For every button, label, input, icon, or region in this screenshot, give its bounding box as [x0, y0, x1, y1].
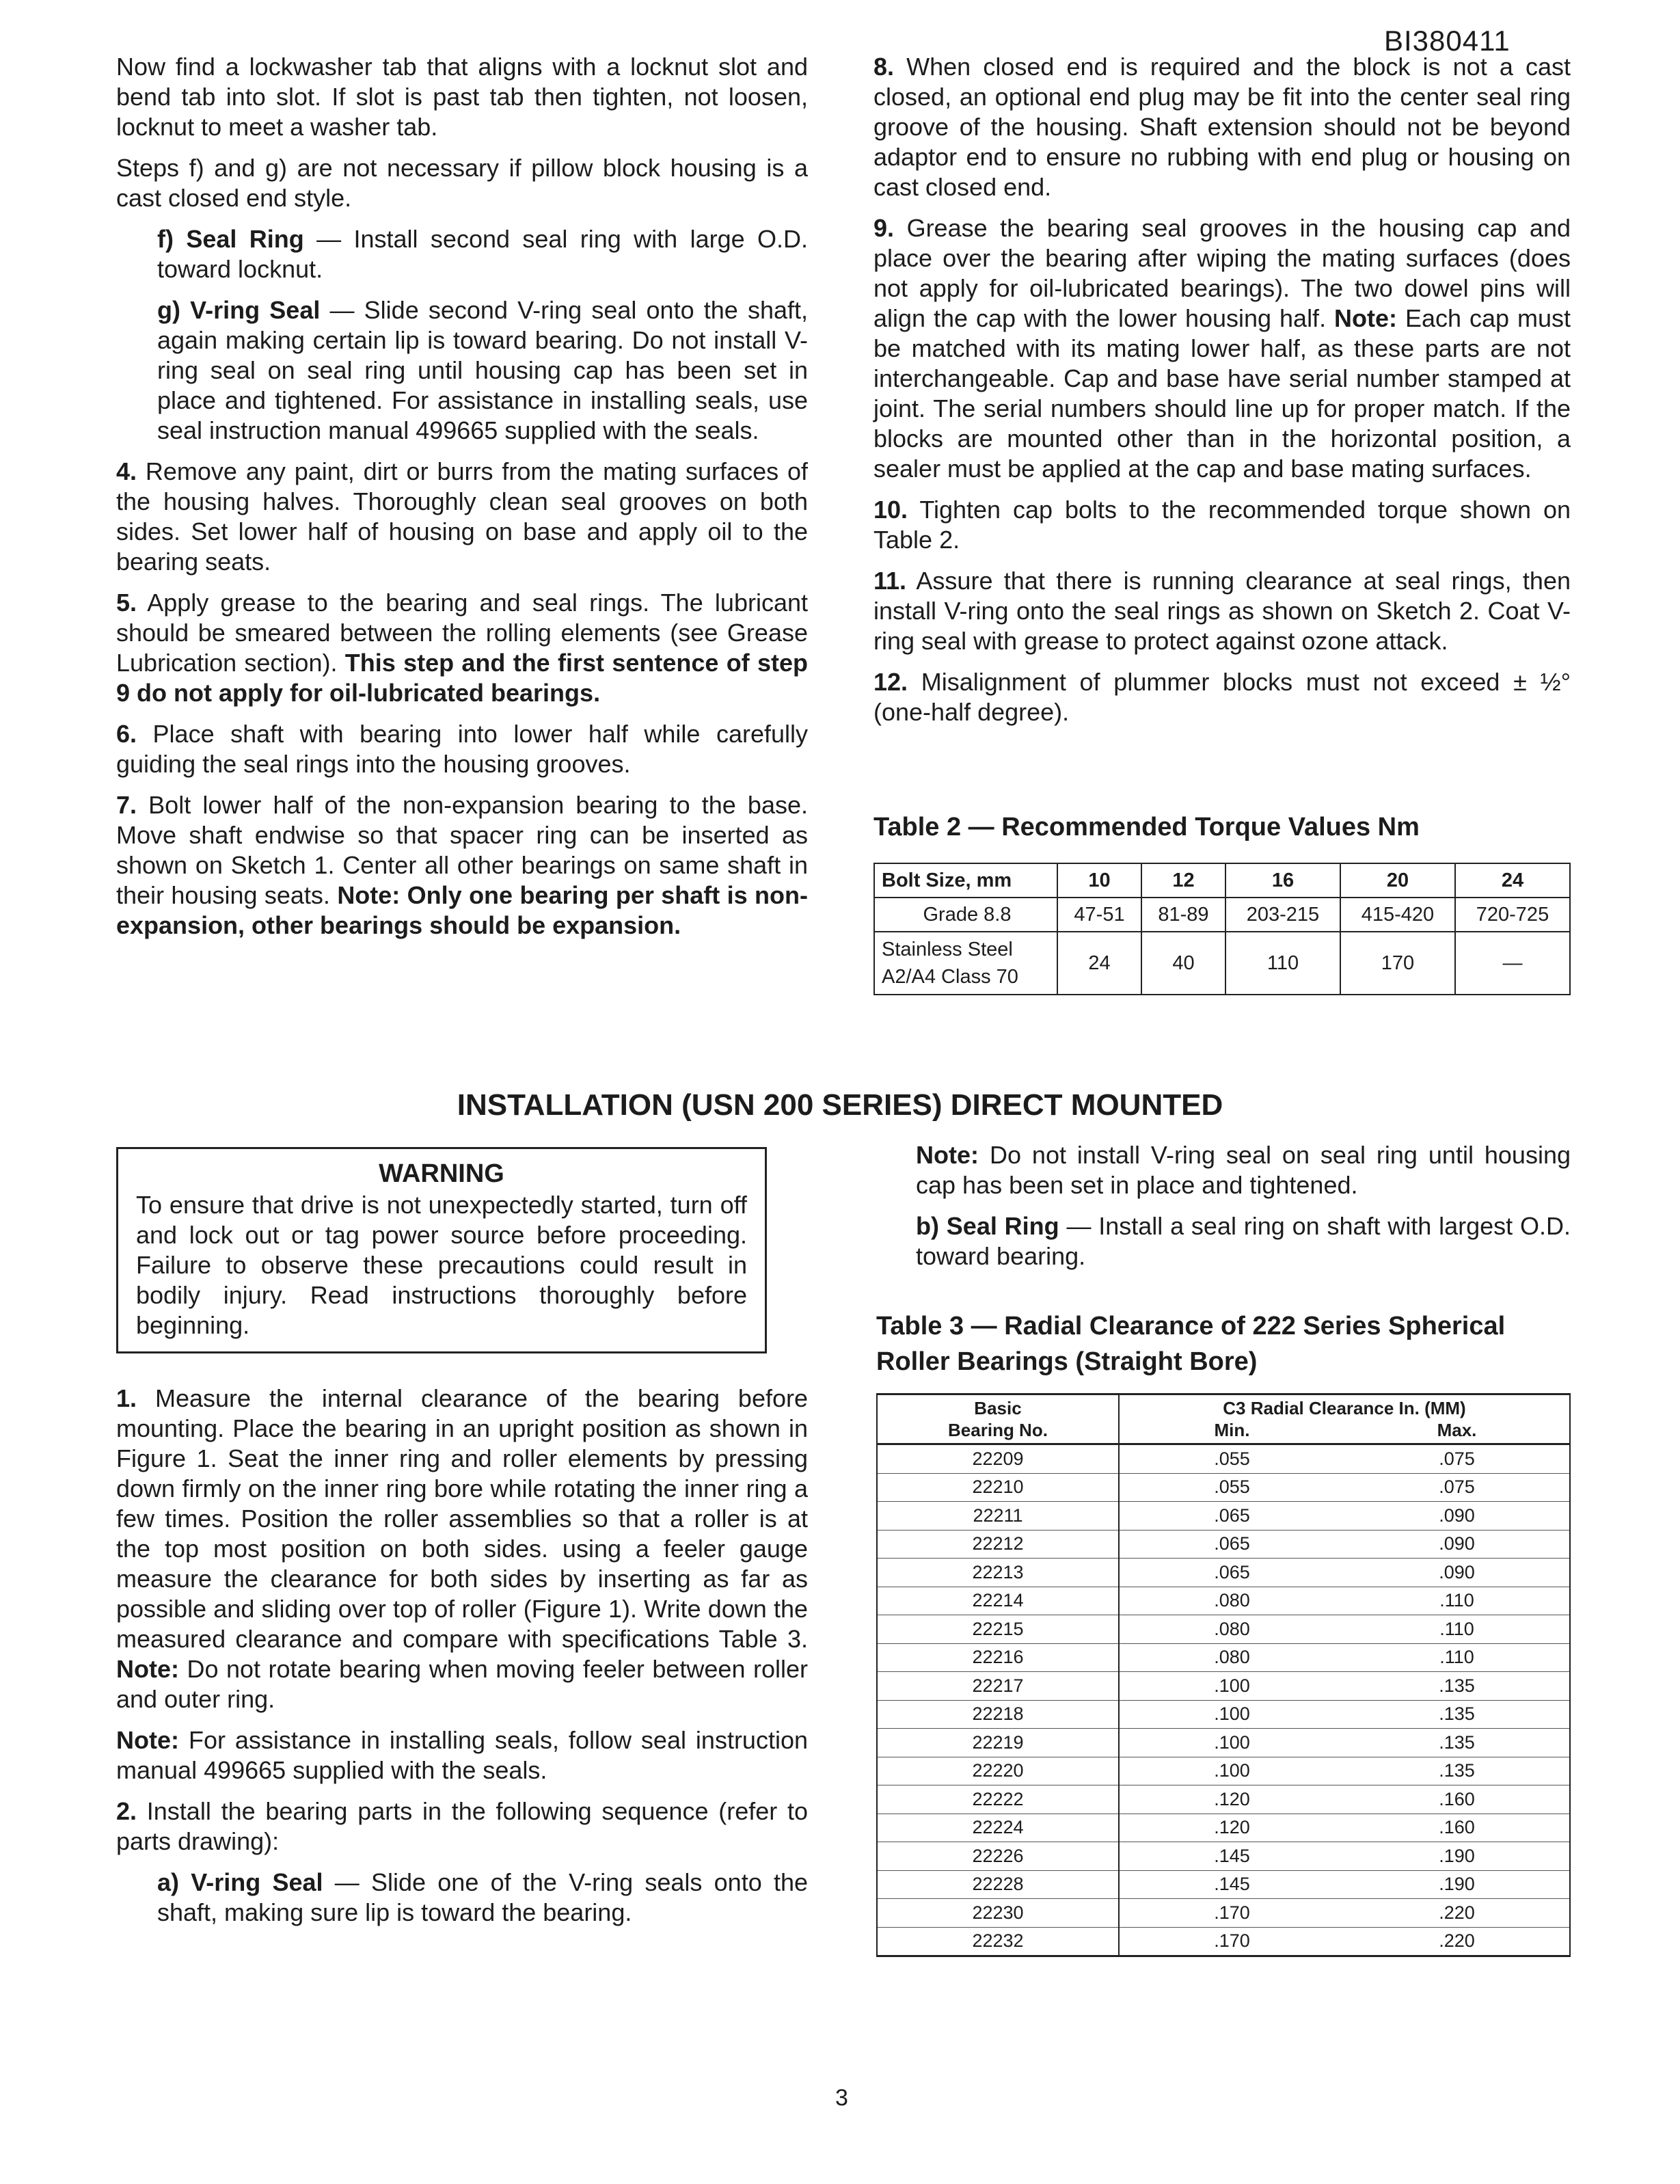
table-cell: 22211	[877, 1502, 1119, 1531]
header-min: Min.	[1214, 1420, 1250, 1440]
radial-clearance-table	[876, 1393, 1571, 1957]
step-9-text: Grease the bearing seal grooves in the housing cap and place over the bearing after wiping the mating surfaces (does not apply for oil-lubricated bearings). The two dowel pins will align the cap with the lower housing half.	[873, 214, 1571, 332]
table-cell: 22228	[877, 1870, 1119, 1899]
paragraph-steps-note: Steps f) and g) are not necessary if pillow block housing is a cast closed end style.	[116, 154, 808, 212]
table-cell: 47-51	[1057, 898, 1141, 932]
paragraph-lockwasher: Now find a lockwasher tab that aligns with a locknut slot and bend tab into slot. If slot is past tab then tighten, not loosen, locknut to meet a washer tab.	[116, 53, 808, 141]
step-8-number: 8.	[873, 53, 895, 81]
table-cell: 22210	[877, 1473, 1119, 1502]
table-row	[874, 898, 1570, 932]
step-g-label: g) V-ring Seal	[157, 296, 321, 324]
table-cell: .065	[1119, 1530, 1344, 1559]
table-cell: 203-215	[1225, 898, 1340, 932]
table-cell: .100	[1119, 1672, 1344, 1701]
table-cell: 24	[1057, 932, 1141, 995]
step-11	[873, 566, 1571, 656]
step-10	[873, 495, 1571, 555]
table-cell: .145	[1119, 1870, 1344, 1899]
table-row	[874, 863, 1570, 898]
v-ring-note-label: Note:	[916, 1141, 979, 1169]
step-9-number: 9.	[873, 214, 895, 242]
table-cell: .080	[1119, 1587, 1344, 1615]
step-6	[116, 719, 808, 779]
table-cell: 22216	[877, 1643, 1119, 1672]
header-bearing-no: Bearing No.	[948, 1420, 1048, 1440]
table-cell: 22222	[877, 1785, 1119, 1814]
document-id: BI380411	[1384, 25, 1510, 57]
table-cell: —	[1455, 932, 1570, 995]
step-12-text: Misalignment of plummer blocks must not exceed ± ½° (one-half degree).	[873, 668, 1571, 726]
table-cell: .170	[1119, 1899, 1344, 1928]
table-cell: .120	[1119, 1814, 1344, 1842]
table-header-cell: 12	[1141, 863, 1225, 898]
step-1-text-2: Do not rotate bearing when moving feeler between roller and outer ring.	[116, 1655, 808, 1713]
step-g-v-ring-seal	[116, 295, 808, 446]
step-8	[873, 52, 1571, 202]
table-row	[877, 1785, 1570, 1814]
step-5	[116, 588, 808, 708]
step-9	[873, 213, 1571, 484]
table-row	[877, 1559, 1570, 1587]
table-cell: .090	[1344, 1559, 1570, 1587]
warning-title: WARNING	[379, 1159, 504, 1188]
step-b-seal-ring	[916, 1211, 1571, 1271]
table-cell: 22209	[877, 1444, 1119, 1474]
table-cell: .160	[1344, 1785, 1570, 1814]
seal-note-label: Note:	[116, 1726, 179, 1754]
header-c3-clearance: C3 Radial Clearance In. (MM)	[1223, 1398, 1466, 1418]
step-a-text: — Slide one of the V-ring seals onto the shaft, making sure lip is toward the bearing.	[157, 1868, 809, 1926]
step-f-seal-ring	[116, 224, 808, 284]
table-row	[877, 1814, 1570, 1842]
table-cell: Grade 8.8	[874, 898, 1057, 932]
table-cell: .190	[1344, 1842, 1570, 1871]
table-row	[877, 1927, 1570, 1956]
step-4-text: Remove any paint, dirt or burrs from the mating surfaces of the housing halves. Thoroughly clean seal grooves on both sides. Set lower half of housing on base and apply oil to the bearing seats.	[116, 457, 808, 576]
table-cell: .120	[1119, 1785, 1344, 1814]
table-cell: 22230	[877, 1899, 1119, 1928]
table-row	[874, 932, 1570, 995]
step-b-label: b) Seal Ring	[916, 1212, 1059, 1240]
table-header-cell	[1119, 1394, 1570, 1444]
table-row	[877, 1444, 1570, 1474]
table-cell: .065	[1119, 1559, 1344, 1587]
table-row	[877, 1672, 1570, 1701]
table-cell: .110	[1344, 1587, 1570, 1615]
right-bottom-column	[916, 1140, 1571, 1282]
table-cell: 22214	[877, 1587, 1119, 1615]
table-cell: .135	[1344, 1672, 1570, 1701]
header-max: Max.	[1437, 1420, 1477, 1440]
table-cell: .055	[1119, 1473, 1344, 1502]
step-1-text: Measure the internal clearance of the bearing before mounting. Place the bearing in an upright position as shown in Figure 1. Seat the inner ring and roller elements by pressing down firmly on the inner ring bore while rotating the inner ring a few times. Position the roller assemblies so that a roller is at the top most position on both sides. using a feeler gauge measure the clearance for both sides by inserting as far as possible and sliding over top of roller (Figure 1). Write down the measured clearance and compare with specifications Table 3.	[116, 1384, 808, 1653]
step-2-number: 2.	[116, 1797, 137, 1825]
table-cell: .090	[1344, 1502, 1570, 1531]
step-f-text: — Install second seal ring with large O.D. toward locknut.	[157, 225, 808, 283]
step-12	[873, 667, 1571, 727]
table-3-title: Table 3 — Radial Clearance of 222 Series Spherical Roller Bearings (Straight Bore)	[876, 1312, 1506, 1376]
table-cell: .145	[1119, 1842, 1344, 1871]
table-row	[877, 1643, 1570, 1672]
table-cell: .220	[1344, 1927, 1570, 1956]
right-top-column	[873, 52, 1571, 738]
seal-note-text: For assistance in installing seals, follow seal instruction manual 499665 supplied with the seals.	[116, 1726, 808, 1784]
v-ring-note-text: Do not install V-ring seal on seal ring until housing cap has been set in place and tightened.	[916, 1141, 1571, 1199]
step-1-number: 1.	[116, 1384, 137, 1412]
step-7-number: 7.	[116, 791, 137, 819]
table-body	[877, 1444, 1570, 1956]
step-6-text: Place shaft with bearing into lower half while carefully guiding the seal rings into the housing grooves.	[116, 720, 808, 778]
header-min-max	[1120, 1419, 1569, 1441]
table-row	[877, 1530, 1570, 1559]
step-8-text: When closed end is required and the block is not a cast closed, an optional end plug may be fit into the center seal ring groove of the housing. Shaft extension should not be beyond adaptor end to ensure no rubbing with end plug or housing on cast closed end.	[873, 53, 1571, 201]
table-cell: .135	[1344, 1700, 1570, 1729]
step-2-text: Install the bearing parts in the following sequence (refer to parts drawing):	[116, 1797, 808, 1855]
step-7	[116, 790, 808, 941]
left-top-column	[116, 52, 808, 952]
step-g-text: — Slide second V-ring seal onto the shaft, again making certain lip is toward bearing. Do not install V-ring seal on seal ring until housing cap has been set in place and tightened. For assistance in installing seals, use seal instruction manual 499665 supplied with the seals.	[157, 296, 808, 444]
table-cell: .100	[1119, 1757, 1344, 1785]
table-cell: .220	[1344, 1899, 1570, 1928]
step-5-text: Apply grease to the bearing and seal rings. The lubricant should be smeared between the rolling elements (see Grease Lubrication section).	[116, 589, 808, 677]
step-11-text: Assure that there is running clearance at seal rings, then install V-ring onto the seal rings as shown on Sketch 2. Coat V-ring seal with grease to protect against ozone attack.	[873, 567, 1571, 655]
step-9-text-2: Each cap must be matched with its mating lower half, as these parts are not interchangeable. Cap and base have serial number stamped at joint. The serial numbers should line up for proper match. If the blocks are mounted other than in the horizontal position, a sealer must be applied at the cap and base mating surfaces.	[873, 304, 1571, 483]
step-5-bold-note: This step and the first sentence of step 9 do not apply for oil-lubricated bearings.	[116, 649, 808, 707]
step-a-label: a) V-ring Seal	[157, 1868, 323, 1896]
step-b-text: — Install a seal ring on shaft with largest O.D. toward bearing.	[916, 1212, 1571, 1270]
table-cell: 22226	[877, 1842, 1119, 1871]
table-header-row	[877, 1394, 1570, 1444]
table-cell: .110	[1344, 1615, 1570, 1644]
table-cell: Stainless Steel A2/A4 Class 70	[874, 932, 1057, 995]
table-row	[877, 1502, 1570, 1531]
table-header-cell: Bolt Size, mm	[874, 863, 1057, 898]
left-bottom-column	[116, 1384, 808, 1939]
table-cell: .080	[1119, 1643, 1344, 1672]
step-12-number: 12.	[873, 668, 908, 696]
table-cell: .135	[1344, 1757, 1570, 1785]
table-cell: .100	[1119, 1729, 1344, 1757]
table-cell: 22215	[877, 1615, 1119, 1644]
table-cell: .100	[1119, 1700, 1344, 1729]
table-cell: 22232	[877, 1927, 1119, 1956]
table-header-cell: 24	[1455, 863, 1570, 898]
step-4-number: 4.	[116, 457, 137, 485]
table-cell: .055	[1119, 1444, 1344, 1474]
step-4	[116, 457, 808, 577]
table-cell: 81-89	[1141, 898, 1225, 932]
step-f-label: f) Seal Ring	[157, 225, 304, 253]
table-cell: 22219	[877, 1729, 1119, 1757]
table-cell: .090	[1344, 1530, 1570, 1559]
table-cell: 720-725	[1455, 898, 1570, 932]
step-10-number: 10.	[873, 496, 908, 524]
table-cell: .135	[1344, 1729, 1570, 1757]
table-row	[877, 1842, 1570, 1871]
step-9-note-label: Note:	[1334, 304, 1398, 332]
v-ring-note	[916, 1140, 1571, 1200]
table-cell: 22213	[877, 1559, 1119, 1587]
table-row	[877, 1870, 1570, 1899]
table-row	[877, 1587, 1570, 1615]
table-cell: .075	[1344, 1473, 1570, 1502]
table-cell: 110	[1225, 932, 1340, 995]
warning-box	[116, 1147, 767, 1353]
table-cell: .065	[1119, 1502, 1344, 1531]
step-2	[116, 1796, 808, 1857]
step-10-text: Tighten cap bolts to the recommended torque shown on Table 2.	[873, 496, 1571, 554]
table-cell: 170	[1340, 932, 1455, 995]
table-header-cell: 20	[1340, 863, 1455, 898]
table-header-cell: 10	[1057, 863, 1141, 898]
table-cell: 22220	[877, 1757, 1119, 1785]
step-5-number: 5.	[116, 589, 137, 617]
step-7-text: Bolt lower half of the non-expansion bearing to the base. Move shaft endwise so that spacer ring can be inserted as shown on Sketch 1. Center all other bearings on same shaft in their housing seats.	[116, 791, 808, 909]
table-row	[877, 1700, 1570, 1729]
step-1-note-label: Note:	[116, 1655, 179, 1683]
seal-note	[116, 1725, 808, 1785]
table-cell: .080	[1119, 1615, 1344, 1644]
table-row	[877, 1899, 1570, 1928]
table-cell: 415-420	[1340, 898, 1455, 932]
page-number: 3	[835, 2085, 848, 2111]
table-2-title: Table 2 — Recommended Torque Values Nm	[873, 813, 1420, 841]
header-basic: Basic	[974, 1398, 1022, 1418]
table-cell: 22218	[877, 1700, 1119, 1729]
step-7-bold-note: Note: Only one bearing per shaft is non-expansion, other bearings should be expansion.	[116, 881, 808, 939]
table-cell: 22212	[877, 1530, 1119, 1559]
table-cell: 22224	[877, 1814, 1119, 1842]
table-header-cell: 16	[1225, 863, 1340, 898]
step-1	[116, 1384, 808, 1714]
table-header-cell	[877, 1394, 1119, 1444]
table-cell: .190	[1344, 1870, 1570, 1899]
table-row	[877, 1615, 1570, 1644]
step-6-number: 6.	[116, 720, 137, 748]
table-cell: .075	[1344, 1444, 1570, 1474]
table-cell: 22217	[877, 1672, 1119, 1701]
table-cell: .110	[1344, 1643, 1570, 1672]
table-row	[877, 1729, 1570, 1757]
step-a-v-ring-seal	[116, 1868, 808, 1928]
torque-table	[873, 863, 1571, 995]
step-11-number: 11.	[873, 567, 907, 595]
table-row	[877, 1473, 1570, 1502]
table-cell: .160	[1344, 1814, 1570, 1842]
table-row	[877, 1757, 1570, 1785]
table-cell: .170	[1119, 1927, 1344, 1956]
warning-text: To ensure that drive is not unexpectedly started, turn off and lock out or tag power source before proceeding. Failure to observe these precautions could result in bodily injury. Read instructions thoroughly before beginning.	[136, 1191, 747, 1339]
table-cell: 40	[1141, 932, 1225, 995]
section-title: INSTALLATION (USN 200 SERIES) DIRECT MOUNTED	[457, 1088, 1223, 1122]
